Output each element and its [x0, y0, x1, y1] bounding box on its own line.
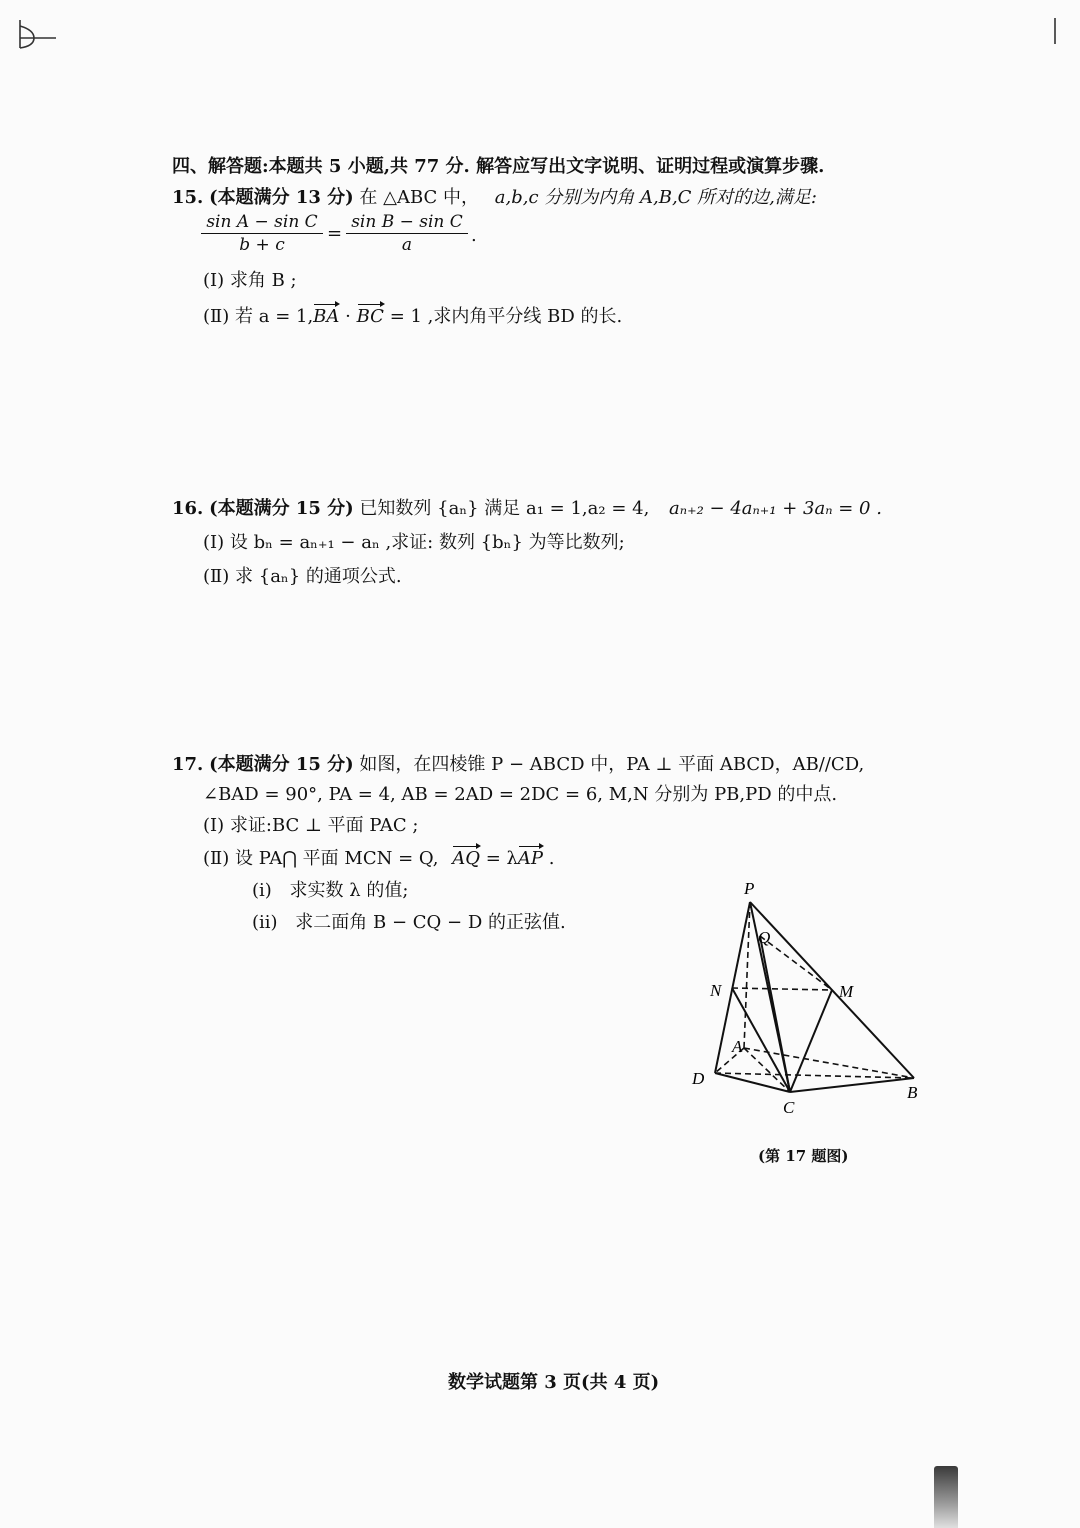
section-title: 四、解答题:本题共 5 小题,共 77 分. 解答应写出文字说明、证明过程或演算步骤.: [172, 156, 825, 177]
q15-number: 15.: [172, 187, 204, 208]
figure-caption: (第 17 题图): [758, 1147, 849, 1165]
q16-part2-text: 求 {aₙ} 的通项公式.: [235, 566, 402, 587]
q15-stem-b: a,b,c 分别为内角 A,B,C 所对的边,满足:: [494, 187, 817, 208]
q15-equals: =: [327, 223, 343, 244]
q15-part1-label: (Ⅰ): [203, 270, 225, 291]
q15-part2-label: (Ⅱ): [203, 306, 230, 327]
edge-dc: [715, 1073, 790, 1092]
q15-part1-text: 求角 B ;: [229, 270, 297, 291]
label-b: B: [907, 1083, 918, 1102]
q17-part2-end: .: [548, 848, 555, 869]
q17-part-1: [203, 811, 418, 837]
q16-number: 16.: [172, 498, 204, 519]
q16-part-1: [203, 528, 625, 554]
scrollbar-thumb[interactable]: [934, 1466, 958, 1528]
edge-cb: [790, 1078, 914, 1092]
q15-part2-post: = 1 ,求内角平分线 BD 的长.: [389, 306, 623, 327]
q15-part-1: [203, 266, 297, 292]
q15-stem-a: 在 △ABC 中，: [359, 187, 480, 208]
binding-mark-left: [20, 20, 56, 48]
edge-ab-hidden: [744, 1048, 914, 1078]
q17-part2-mid: = λ: [485, 848, 518, 869]
segment-qm-hidden: [760, 936, 832, 990]
q17-part2-pre: 设 PA⋂ 平面 MCN = Q,: [235, 848, 439, 869]
label-m: M: [839, 982, 854, 1001]
label-q: Q: [758, 928, 771, 947]
q16-part1-text: 设 bₙ = aₙ₊₁ − aₙ ,求证: 数列 {bₙ} 为等比数列;: [229, 532, 625, 553]
q15-frac1-denominator: b + c: [239, 235, 285, 255]
q15-dot-operator: ·: [345, 306, 351, 327]
q17-part1-text: 求证:BC ⊥ 平面 PAC ;: [229, 815, 419, 836]
q15-fraction-right: [346, 212, 468, 255]
q17-stem-line2: ∠BAD = 90°, PA = 4, AB = 2AD = 2DC = 6, M,N 分别为 PB,PD 的中点.: [203, 784, 838, 805]
segment-db-hidden: [715, 1073, 914, 1078]
q16-part-2: [203, 562, 402, 588]
q16-part2-label: (Ⅱ): [203, 566, 230, 587]
label-d: D: [692, 1069, 705, 1088]
q15-score: (本题满分 13 分): [209, 187, 354, 208]
label-n: N: [710, 981, 722, 1000]
q17-sub2-label: (ii): [252, 912, 278, 933]
label-p: P: [744, 879, 755, 898]
q17-sub-1: [252, 876, 408, 902]
q17-number: 17.: [172, 754, 204, 775]
question-16-stem: [172, 494, 882, 520]
vector-ap: AP: [517, 848, 544, 869]
q16-part1-label: (Ⅰ): [203, 532, 225, 553]
q17-sub1-text: 求实数 λ 的值;: [289, 880, 409, 901]
q15-frac2-denominator: a: [401, 235, 413, 255]
q15-part-2: [203, 302, 622, 328]
q17-score: (本题满分 15 分): [209, 754, 354, 775]
pyramid-figure: [680, 870, 940, 1120]
binding-marks: [0, 0, 1080, 60]
label-c: C: [783, 1098, 795, 1117]
q16-recurrence: aₙ₊₂ − 4aₙ₊₁ + 3aₙ = 0 .: [669, 498, 882, 519]
q17-sub1-label: (i): [252, 880, 272, 901]
q16-stem: 已知数列 {aₙ} 满足 a₁ = 1,a₂ = 4,: [359, 498, 650, 519]
page-footer: 数学试题第 3 页(共 4 页): [448, 1372, 660, 1393]
q15-end-dot: .: [471, 225, 477, 246]
q15-part2-pre: 若 a = 1,: [235, 306, 314, 327]
q17-part2-label: (Ⅱ): [203, 848, 230, 869]
vector-ba: BA: [313, 306, 340, 327]
segment-qc: [760, 936, 790, 1092]
question-15-stem: [172, 183, 817, 209]
q15-fraction-left: [201, 212, 323, 255]
q15-frac2-numerator: sin B − sin C: [351, 212, 463, 232]
q17-part1-label: (Ⅰ): [203, 815, 225, 836]
segment-mc: [790, 990, 832, 1092]
q16-score: (本题满分 15 分): [209, 498, 354, 519]
q17-sub-2: [252, 908, 566, 934]
segment-nm-hidden: [732, 988, 832, 990]
label-a: A: [732, 1037, 743, 1056]
q17-stem-line1: 如图，在四棱锥 P − ABCD 中，PA ⊥ 平面 ABCD，AB//CD,: [359, 754, 865, 775]
q17-sub2-text: 求二面角 B − CQ − D 的正弦值.: [295, 912, 566, 933]
question-17-stem: [172, 750, 864, 776]
vector-aq: AQ: [452, 848, 480, 869]
q15-frac1-numerator: sin A − sin C: [206, 212, 318, 232]
vector-bc: BC: [356, 306, 384, 327]
q17-part-2: [203, 844, 555, 870]
